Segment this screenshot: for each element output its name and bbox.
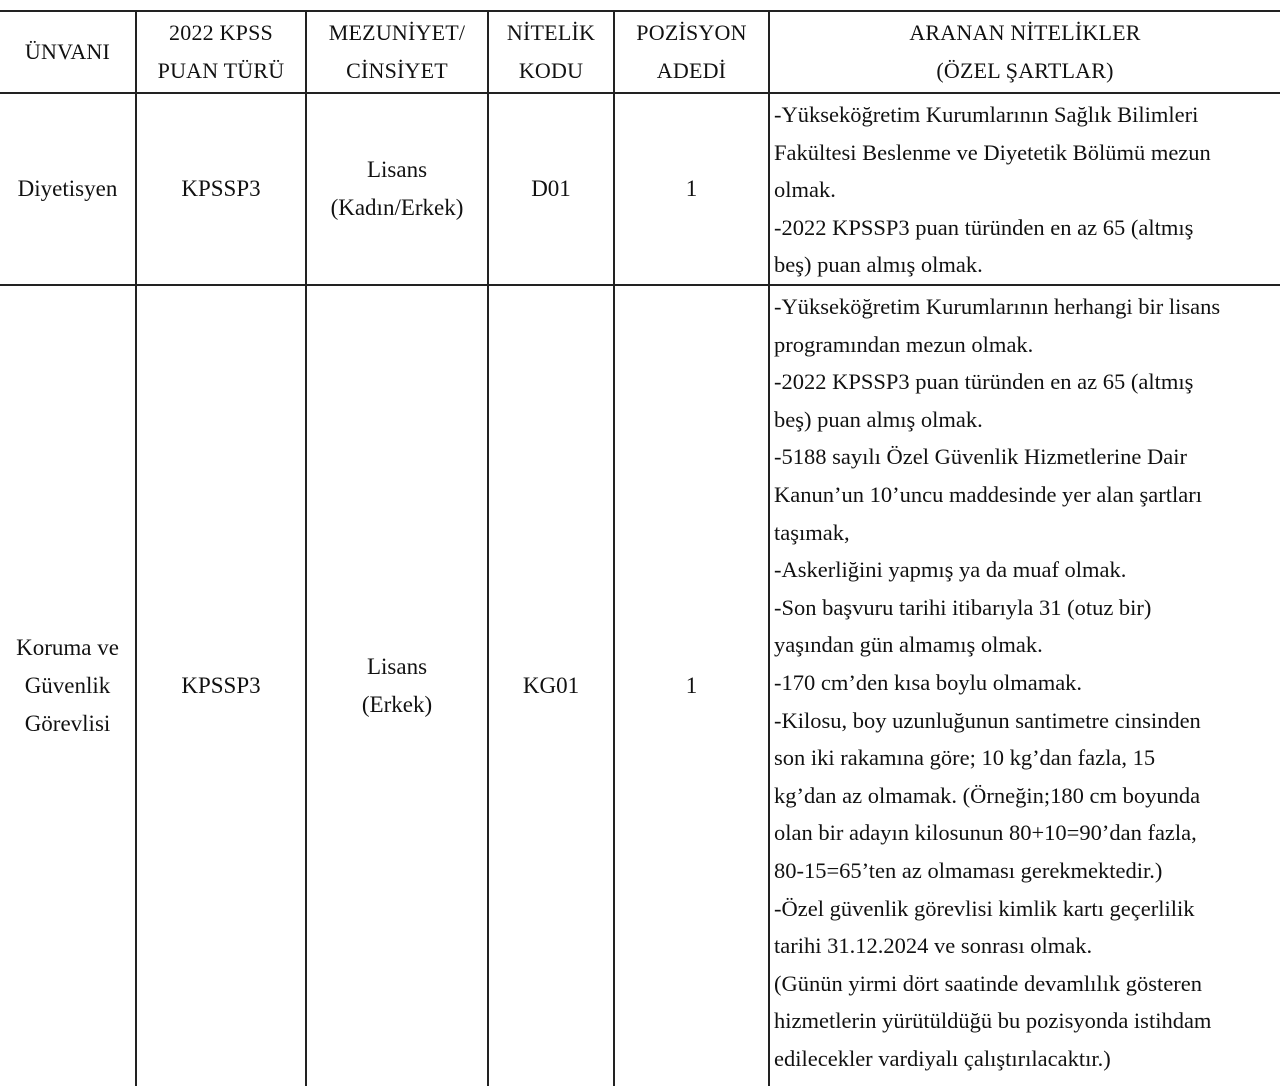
unvan-line: Koruma ve (16, 635, 119, 660)
puan-turu-text: KPSSP3 (181, 176, 261, 201)
requirement-line: -5188 sayılı Özel Güvenlik Hizmetlerine Dair (774, 444, 1187, 470)
cell-pozisyon-adedi (615, 94, 770, 284)
table-row (0, 94, 1280, 286)
cell-nitelik-kodu (489, 286, 615, 1086)
cell-puan-turu (137, 286, 307, 1086)
unvan-line: Güvenlik (24, 673, 111, 698)
mezuniyet-line: Lisans (366, 654, 428, 679)
header-nitelik-kodu (489, 12, 615, 92)
requirement-line: -Özel güvenlik görevlisi kimlik kartı geçerlilik (774, 895, 1195, 921)
requirement-line: olan bir adayın kilosunun 80+10=90’dan fazla, (774, 820, 1197, 846)
pozisyon-adedi-text: 1 (685, 176, 698, 201)
header-mezuniyet-line: MEZUNİYET/ (328, 20, 466, 45)
requirement-line: olmak. (774, 177, 836, 203)
requirement-line: kg’dan az olmamak. (Örneğin;180 cm boyunda (774, 782, 1201, 808)
header-aranan-line: (ÖZEL ŞARTLAR) (936, 58, 1114, 83)
requirement-line: Kanun’un 10’uncu maddesinde yer alan şartları (774, 481, 1202, 507)
table-row (0, 286, 1280, 1086)
header-nitelik-kodu-line: NİTELİK (506, 20, 596, 45)
requirement-line: edilecekler vardiyalı çalıştırılacaktır.) (774, 1045, 1111, 1071)
cell-puan-turu (137, 94, 307, 284)
requirement-line: -Askerliğini yapmış ya da muaf olmak. (774, 557, 1127, 583)
requirement-line: 80-15=65’ten az olmaması gerekmektedir.) (774, 857, 1163, 883)
mezuniyet-line: (Kadın/Erkek) (330, 195, 464, 220)
nitelik-kodu-text: D01 (531, 176, 571, 201)
header-mezuniyet (307, 12, 489, 92)
pozisyon-adedi-text: 1 (685, 673, 698, 698)
header-aranan-nitelikler (770, 12, 1280, 92)
header-mezuniyet-line: CİNSİYET (346, 58, 448, 83)
requirement-line: beş) puan almış olmak. (774, 252, 983, 278)
cell-mezuniyet (307, 94, 489, 284)
header-unvani (0, 12, 137, 92)
requirement-line: programından mezun olmak. (774, 331, 1034, 357)
nitelik-kodu-text: KG01 (522, 673, 580, 698)
header-pozisyon-line: POZİSYON (636, 20, 747, 45)
header-aranan-line: ARANAN NİTELİKLER (909, 20, 1141, 45)
cell-mezuniyet (307, 286, 489, 1086)
header-puan-turu-line: 2022 KPSS (169, 20, 273, 45)
requirement-line: son iki rakamına göre; 10 kg’dan fazla, 15 (774, 745, 1156, 771)
position-table (0, 10, 1280, 1086)
requirement-line: -170 cm’den kısa boylu olmamak. (774, 669, 1083, 695)
header-pozisyon-line: ADEDİ (656, 58, 727, 83)
header-unvani-text: ÜNVANI (24, 39, 111, 64)
puan-turu-text: KPSSP3 (181, 673, 261, 698)
cell-aranan-nitelikler (770, 94, 1280, 284)
unvan-line: Görevlisi (24, 711, 111, 736)
cell-nitelik-kodu (489, 94, 615, 284)
cell-unvan (0, 94, 137, 284)
header-pozisyon-adedi (615, 12, 770, 92)
requirement-line: -Yükseköğretim Kurumlarının herhangi bir lisans (774, 294, 1221, 319)
requirement-line: -Yükseköğretim Kurumlarının Sağlık Bilimleri (774, 102, 1199, 127)
unvan-line: Diyetisyen (17, 176, 118, 201)
cell-aranan-nitelikler (770, 286, 1280, 1086)
requirement-line: Fakültesi Beslenme ve Diyetetik Bölümü mezun (774, 139, 1211, 165)
header-puan-turu (137, 12, 307, 92)
requirement-line: -2022 KPSSP3 puan türünden en az 65 (altmış (774, 369, 1194, 395)
cell-unvan (0, 286, 137, 1086)
requirement-line: -Son başvuru tarihi itibarıyla 31 (otuz bir) (774, 594, 1152, 620)
mezuniyet-line: Lisans (366, 157, 428, 182)
requirement-line: -2022 KPSSP3 puan türünden en az 65 (altmış (774, 214, 1194, 240)
requirement-line: (Günün yirmi dört saatinde devamlılık gösteren (774, 970, 1203, 996)
requirement-line: taşımak, (774, 519, 850, 545)
mezuniyet-line: (Erkek) (361, 692, 433, 717)
header-nitelik-kodu-line: KODU (518, 58, 584, 83)
requirement-line: yaşından gün almamış olmak. (774, 632, 1043, 658)
requirement-line: beş) puan almış olmak. (774, 406, 983, 432)
table-header-row (0, 12, 1280, 94)
requirement-line: tarihi 31.12.2024 ve sonrası olmak. (774, 933, 1093, 959)
header-puan-turu-line: PUAN TÜRÜ (157, 58, 285, 83)
requirement-line: hizmetlerin yürütüldüğü bu pozisyonda istihdam (774, 1008, 1212, 1034)
requirement-line: -Kilosu, boy uzunluğunun santimetre cinsinden (774, 707, 1201, 733)
cell-pozisyon-adedi (615, 286, 770, 1086)
